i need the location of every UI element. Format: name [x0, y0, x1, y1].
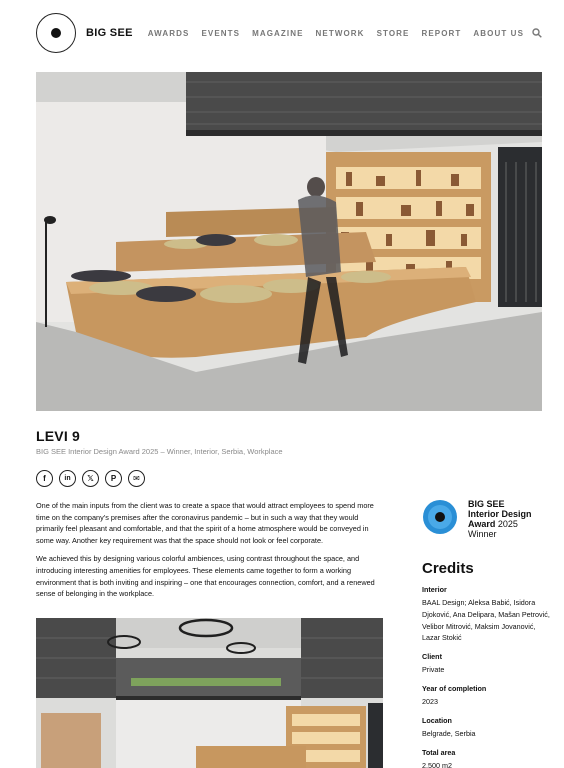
credits-title: Credits	[422, 560, 474, 577]
facebook-icon[interactable]: f	[36, 470, 53, 487]
project-title: LEVI 9	[36, 428, 80, 444]
credit-value: 2023	[422, 696, 438, 706]
nav-report[interactable]: REPORT	[421, 29, 462, 38]
award-badge-icon	[422, 499, 458, 535]
nav-events[interactable]: EVENTS	[201, 29, 241, 38]
hero-photo[interactable]	[36, 72, 542, 411]
pinterest-icon[interactable]: P	[105, 470, 122, 487]
award-line2: Interior Design	[468, 509, 532, 519]
linkedin-icon[interactable]: in	[59, 470, 76, 487]
credit-value: Private	[422, 665, 445, 675]
award-line1: BIG SEE	[468, 499, 505, 509]
nav-about-us[interactable]: ABOUT US	[473, 29, 524, 38]
gallery-image	[36, 618, 383, 768]
brand-name[interactable]: BIG SEE	[86, 27, 133, 39]
email-icon[interactable]: ✉	[128, 470, 145, 487]
description-paragraph: One of the main inputs from the client was to create a space that would attract employees to spend more time on the company’s premises after the coronavirus pandemic – but in such a way that they would primarily feel pleasant and comfortable, and that the spirit of a home atmosphere would be conveyed in some way. Another key requirement was that the space should not look or feel corporate.	[36, 501, 374, 545]
meta-sep: ,	[243, 447, 248, 456]
logo[interactable]	[36, 13, 76, 53]
gallery-photo[interactable]	[36, 618, 383, 768]
credit-label: Year of completion	[422, 683, 487, 693]
project-description	[36, 500, 386, 607]
nav-network[interactable]: NETWORK	[315, 29, 365, 38]
meta-sep: ,	[217, 447, 222, 456]
meta-tag-workplace[interactable]: Workplace	[247, 447, 283, 456]
credit-label: Interior	[422, 585, 447, 594]
meta-tag-serbia[interactable]: Serbia	[221, 447, 244, 456]
main-nav	[136, 29, 524, 38]
nav-magazine[interactable]: MAGAZINE	[252, 29, 304, 38]
credits-list	[422, 585, 552, 768]
logo-dot-icon	[51, 28, 61, 38]
award-text	[468, 499, 532, 539]
project-meta	[36, 447, 283, 456]
description-paragraph: We achieved this by designing various colorful ambiences, using contrast throughout the space, and introducing interesting amenities for employees. These elements came together to form a working environment that is both inviting and inspiring – one that encourages connection, comfort, and a renewed sense of belonging in the workplace.	[36, 554, 375, 599]
credit-label: Client	[422, 652, 442, 662]
nav-awards[interactable]: AWARDS	[147, 29, 190, 38]
site-header	[0, 0, 564, 68]
award-line3: Award	[468, 519, 496, 529]
meta-tag-interior[interactable]: Interior	[194, 447, 218, 456]
x-icon[interactable]: 𝕏	[82, 470, 99, 487]
meta-prefix: BIG SEE Interior Design Award 2025 – Winner,	[36, 447, 195, 456]
nav-store[interactable]: STORE	[376, 29, 410, 38]
search-icon[interactable]	[532, 28, 542, 38]
credit-label: Total area	[422, 747, 456, 757]
credit-label: Location	[422, 715, 452, 725]
credit-value: 2.500 m2	[422, 760, 452, 768]
hero-image	[36, 72, 542, 411]
credit-value: BAAL Design; Aleksa Babić, Isidora Djoković, Ana Delipara, Mašan Petrović, Velibor Mitrović, Maksim Jovanović, Lazar Stokić	[422, 598, 550, 643]
award-result: Winner	[468, 529, 497, 539]
share-bar	[36, 470, 145, 487]
credit-value: Belgrade, Serbia	[422, 728, 476, 738]
award-year: 2025	[497, 519, 518, 529]
